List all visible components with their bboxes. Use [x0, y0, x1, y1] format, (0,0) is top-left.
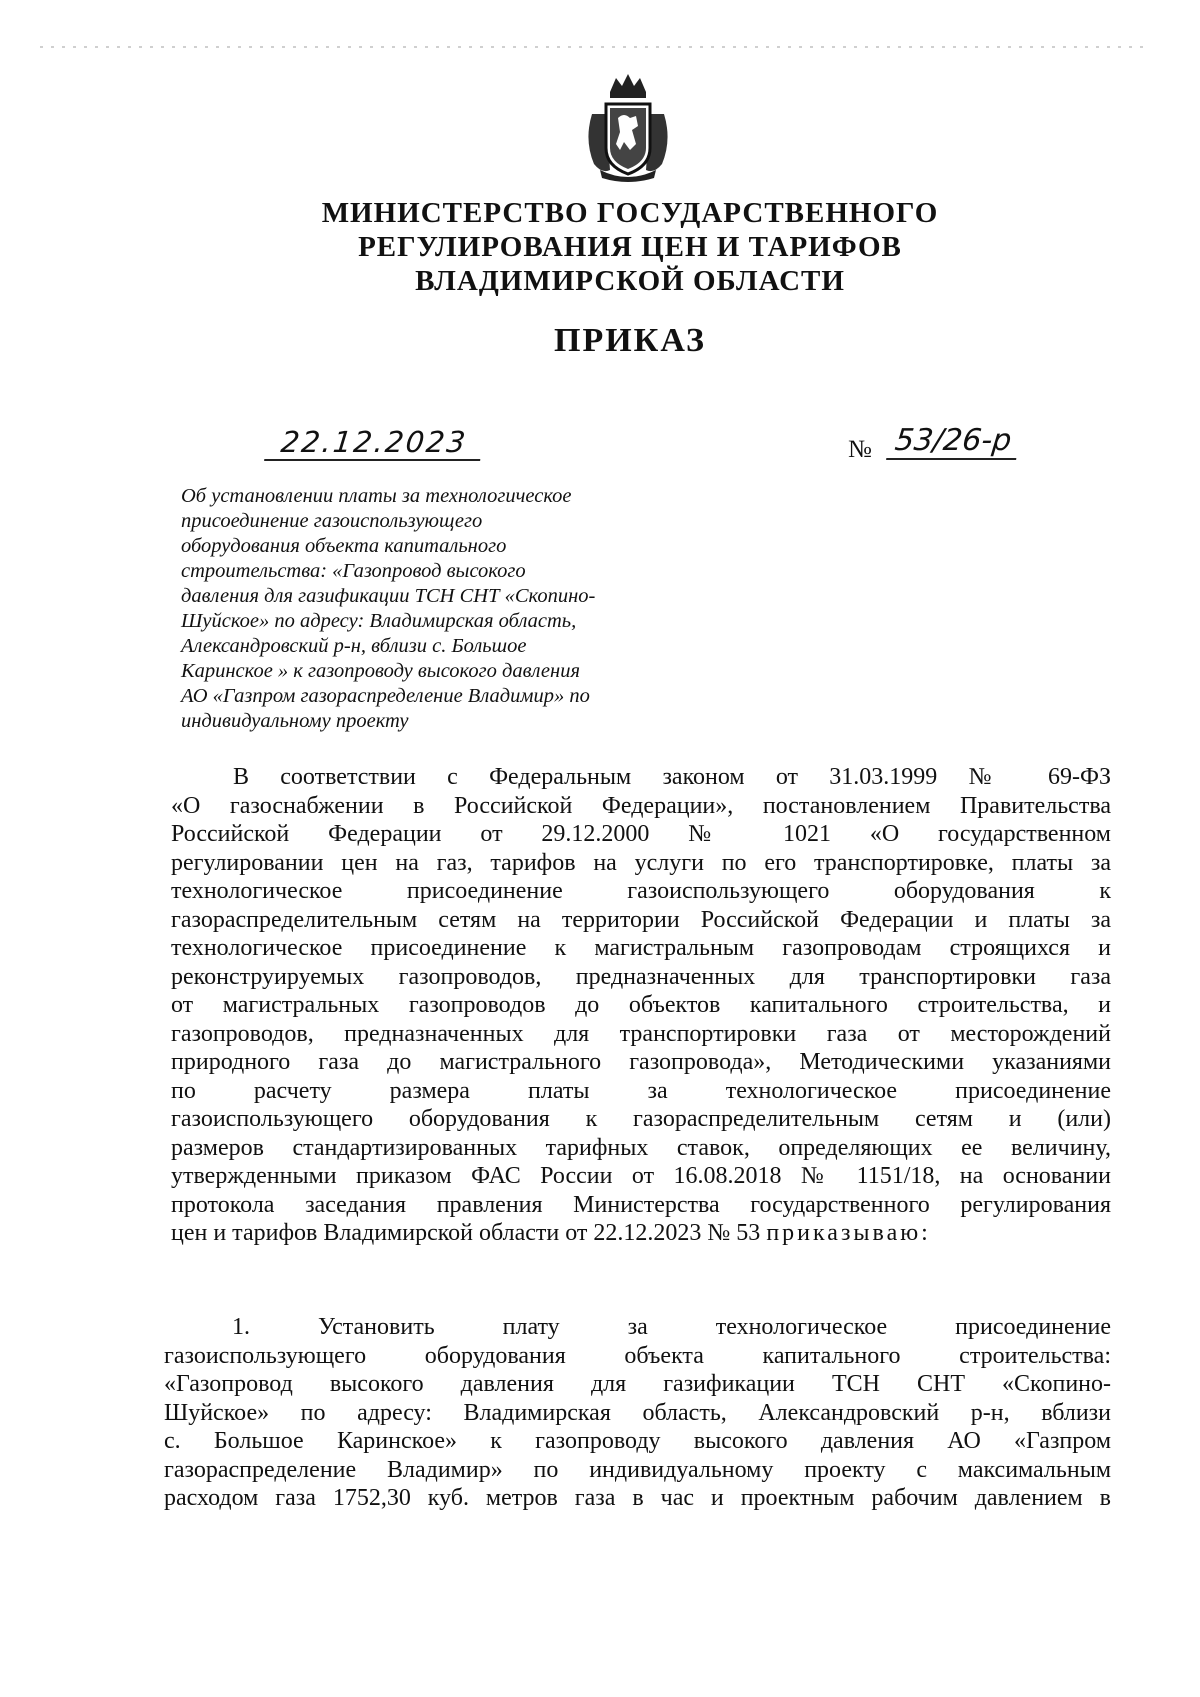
number-label: № — [848, 436, 872, 463]
paragraph-line: протокола заседания правления Министерства государственного регулирования — [171, 1191, 1111, 1218]
paragraph-line: утвержденными приказом ФАС России от 16.08.2018 № 1151/18, на основании — [171, 1163, 1111, 1189]
ministry-heading — [200, 196, 1060, 298]
paragraph-line: газоиспользующего оборудования к газораспределительным сетям и (или) — [171, 1106, 1111, 1132]
paragraph-line: 1. Установить плату за технологическое присоединение — [232, 1314, 1111, 1340]
paragraph-line: «О газоснабжении в Российской Федерации», постановлением Правительства — [171, 792, 1111, 819]
paragraph-line: В соответствии с Федеральным законом от 31.03.1999 № 69-ФЗ — [233, 764, 1111, 790]
coat-of-arms-icon — [580, 70, 676, 182]
subject-line: индивидуальному проекту — [181, 710, 409, 732]
subject-line: Александровский р-н, вблизи с. Большое — [181, 635, 527, 657]
paragraph-legal-basis — [171, 763, 1111, 1248]
paragraph-line: Российской Федерации от 29.12.2000 № 1021 «О государственном — [171, 821, 1111, 847]
handwritten-date: 22.12.2023 — [264, 425, 484, 461]
paragraph-line: реконструируемых газопроводов, предназначенных для транспортировки газа — [171, 963, 1111, 990]
paragraph-last-line — [171, 1219, 1111, 1248]
paragraph-line-text: цен и тарифов Владимирской области от 22.12.2023 № 53 — [171, 1220, 761, 1246]
subject-line: АО «Газпром газораспределение Владимир» по — [181, 685, 590, 707]
paragraph-line: газораспределение Владимир» по индивидуальному проекту с максимальным — [164, 1456, 1111, 1483]
handwritten-order-number: 53/26-р — [886, 424, 1020, 460]
paragraph-line: технологическое присоединение к магистральным газопроводам строящихся и — [171, 935, 1111, 961]
subject-line: Каринское » к газопроводу высокого давления — [181, 660, 580, 682]
scan-artifact-line — [40, 46, 1150, 48]
paragraph-line: «Газопровод высокого давления для газификации ТСН СНТ «Скопино- — [164, 1371, 1111, 1397]
order-verb: приказываю: — [766, 1220, 931, 1246]
paragraph-line: расходом газа 1752,30 куб. метров газа в час и проектным рабочим давлением в — [164, 1485, 1111, 1511]
subject-line: оборудования объекта капитального — [181, 535, 507, 557]
subject-line: присоединение газоиспользующего — [181, 510, 483, 532]
paragraph-line: Шуйское» по адресу: Владимирская область, Александровский р-н, вблизи — [164, 1399, 1111, 1426]
paragraph-line: с. Большое Каринское» к газопроводу высокого давления АО «Газпром — [164, 1428, 1111, 1454]
subject-line: Шуйское» по адресу: Владимирская область, — [181, 610, 577, 632]
paragraph-line: размеров стандартизированных тарифных ставок, определяющих ее величину, — [171, 1134, 1111, 1161]
subject-line: строительства: «Газопровод высокого — [181, 560, 526, 582]
document-type-title: ПРИКАЗ — [554, 322, 706, 359]
paragraph-line: природного газа до магистрального газопровода», Методическими указаниями — [171, 1049, 1111, 1075]
paragraph-line: от магистральных газопроводов до объектов капитального строительства, и — [171, 992, 1111, 1018]
ministry-heading-line: ВЛАДИМИРСКОЙ ОБЛАСТИ — [415, 265, 845, 297]
paragraph-line: газопроводов, предназначенных для транспортировки газа от месторождений — [171, 1020, 1111, 1047]
order-subject — [181, 484, 651, 734]
paragraph-line: регулировании цен на газ, тарифов на услуги по его транспортировке, платы за — [171, 849, 1111, 876]
paragraph-line: по расчету размера платы за технологическое присоединение — [171, 1077, 1111, 1104]
paragraph-line: газоиспользующего оборудования объекта капитального строительства: — [164, 1342, 1111, 1369]
paragraph-line: технологическое присоединение газоиспользующего оборудования к — [171, 878, 1111, 904]
paragraph-item-1 — [164, 1313, 1111, 1513]
subject-line: давления для газификации ТСН СНТ «Скопино- — [181, 585, 596, 607]
paragraph-line: газораспределительным сетям на территории Российской Федерации и платы за — [171, 906, 1111, 933]
ministry-heading-line: МИНИСТЕРСТВО ГОСУДАРСТВЕННОГО — [321, 197, 939, 229]
ministry-heading-line: РЕГУЛИРОВАНИЯ ЦЕН И ТАРИФОВ — [358, 231, 902, 263]
subject-line: Об установлении платы за технологическое — [181, 485, 572, 507]
